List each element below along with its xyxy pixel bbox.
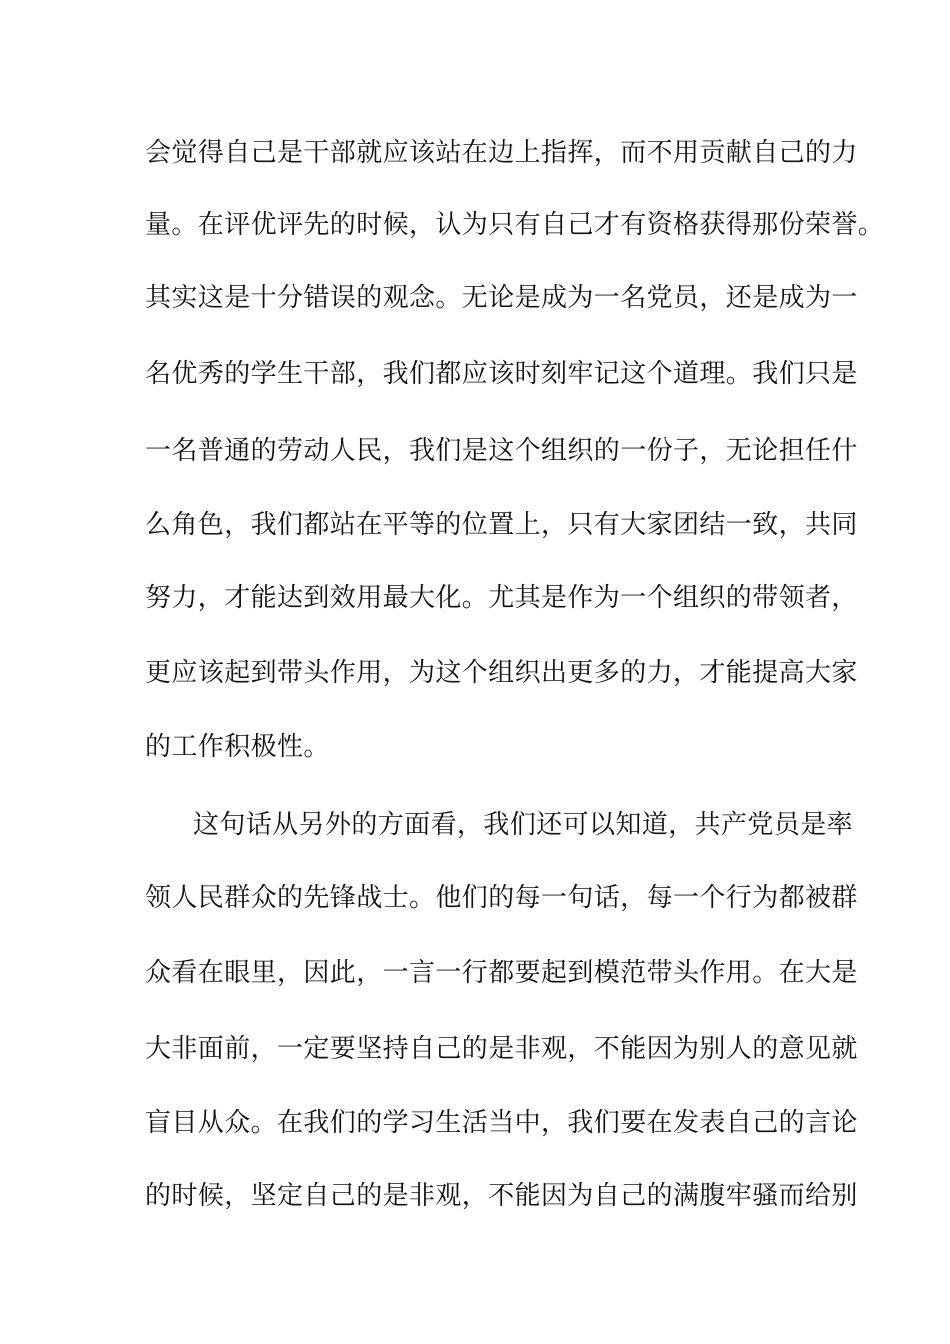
- text-line: 的工作积极性。: [145, 732, 330, 762]
- text-line: 其实这是十分错误的观念。无论是成为一名党员，还是成为一: [145, 283, 858, 313]
- text-line: 会觉得自己是干部就应该站在边上指挥，而不用贡献自己的力: [145, 138, 858, 168]
- text-line: 盲目从众。在我们的学习生活当中，我们要在发表自己的言论: [145, 1108, 858, 1138]
- text-line: 更应该起到带头作用，为这个组织出更多的力，才能提高大家: [145, 658, 858, 688]
- paragraph-first-line: 这句话从另外的方面看，我们还可以知道，共产党员是率: [193, 810, 854, 840]
- text-line: 努力，才能达到效用最大化。尤其是作为一个组织的带领者，: [145, 583, 858, 613]
- text-line: 一名普通的劳动人民，我们是这个组织的一份子，无论担任什: [145, 436, 858, 466]
- text-line: 领人民群众的先锋战士。他们的每一句话，每一个行为都被群: [145, 883, 858, 913]
- text-line: 名优秀的学生干部，我们都应该时刻牢记这个道理。我们只是: [145, 359, 858, 389]
- text-line: 大非面前，一定要坚持自己的是非观，不能因为别人的意见就: [145, 1034, 858, 1064]
- text-line: 众看在眼里，因此，一言一行都要起到模范带头作用。在大是: [145, 958, 858, 988]
- text-line: 的时候，坚定自己的是非观，不能因为自己的满腹牢骚而给别: [145, 1181, 858, 1211]
- text-line: 量。在评优评先的时候，认为只有自己才有资格获得那份荣誉。: [145, 210, 885, 240]
- text-line: 么角色，我们都站在平等的位置上，只有大家团结一致，共同: [145, 510, 858, 540]
